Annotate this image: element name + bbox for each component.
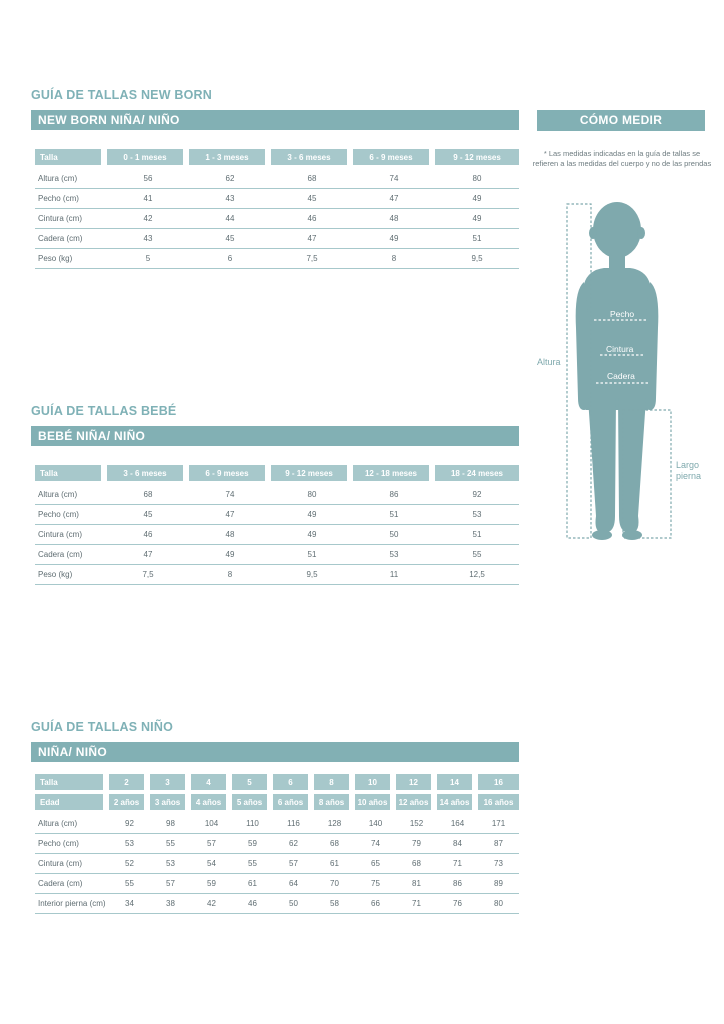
table-row-cintura-cm bbox=[35, 209, 519, 229]
value-cell: 68 bbox=[271, 169, 353, 189]
value-cell: 8 bbox=[189, 565, 271, 585]
value-cell: 171 bbox=[478, 814, 519, 834]
value-cell: 38 bbox=[150, 894, 191, 914]
value-cell: 48 bbox=[189, 525, 271, 545]
value-cell: 86 bbox=[353, 485, 435, 505]
table-row-cadera-cm bbox=[35, 874, 519, 894]
header-cell: 0 - 1 meses bbox=[107, 149, 189, 169]
value-cell: 66 bbox=[355, 894, 396, 914]
value-cell: 152 bbox=[396, 814, 437, 834]
table-row-cadera-cm bbox=[35, 545, 519, 565]
header-cell: 8 años bbox=[314, 794, 355, 814]
value-cell: 46 bbox=[107, 525, 189, 545]
value-cell: 49 bbox=[189, 545, 271, 565]
table-row-pecho-cm bbox=[35, 505, 519, 525]
value-cell: 80 bbox=[478, 894, 519, 914]
pecho-label: Pecho bbox=[610, 309, 635, 319]
header-cell: 9 - 12 meses bbox=[435, 149, 519, 169]
row-label-cell: Cintura (cm) bbox=[35, 209, 107, 229]
table-row-pecho-cm bbox=[35, 189, 519, 209]
bebe-banner: BEBÉ NIÑA/ NIÑO bbox=[31, 426, 519, 446]
table-row-cintura-cm bbox=[35, 525, 519, 545]
newborn-banner: NEW BORN NIÑA/ NIÑO bbox=[31, 110, 519, 130]
row-label-cell: Altura (cm) bbox=[35, 814, 109, 834]
header-cell: 6 años bbox=[273, 794, 314, 814]
value-cell: 53 bbox=[435, 505, 519, 525]
header-label-cell: Edad bbox=[35, 794, 109, 814]
header-cell: 16 bbox=[478, 774, 519, 794]
value-cell: 51 bbox=[435, 229, 519, 249]
value-cell: 70 bbox=[314, 874, 355, 894]
value-cell: 86 bbox=[437, 874, 478, 894]
value-cell: 42 bbox=[107, 209, 189, 229]
header-cell: 2 años bbox=[109, 794, 150, 814]
value-cell: 68 bbox=[314, 834, 355, 854]
value-cell: 140 bbox=[355, 814, 396, 834]
value-cell: 46 bbox=[232, 894, 273, 914]
value-cell: 75 bbox=[355, 874, 396, 894]
value-cell: 54 bbox=[191, 854, 232, 874]
value-cell: 68 bbox=[107, 485, 189, 505]
altura-label: Altura bbox=[537, 357, 561, 367]
value-cell: 98 bbox=[150, 814, 191, 834]
nino-banner: NIÑA/ NIÑO bbox=[31, 742, 519, 762]
header-cell: 9 - 12 meses bbox=[271, 465, 353, 485]
value-cell: 64 bbox=[273, 874, 314, 894]
value-cell: 45 bbox=[271, 189, 353, 209]
header-cell: 5 bbox=[232, 774, 273, 794]
header-label-cell: Talla bbox=[35, 774, 109, 794]
value-cell: 47 bbox=[353, 189, 435, 209]
row-label-cell: Cadera (cm) bbox=[35, 229, 107, 249]
value-cell: 5 bbox=[107, 249, 189, 269]
value-cell: 7,5 bbox=[107, 565, 189, 585]
header-row bbox=[35, 465, 519, 485]
header-cell: 4 años bbox=[191, 794, 232, 814]
value-cell: 74 bbox=[353, 169, 435, 189]
row-label-cell: Peso (kg) bbox=[35, 249, 107, 269]
row-label-cell: Cintura (cm) bbox=[35, 854, 109, 874]
value-cell: 50 bbox=[353, 525, 435, 545]
header-cell: 6 - 9 meses bbox=[353, 149, 435, 169]
table-row-interior-pierna-cm bbox=[35, 894, 519, 914]
header-cell: 12 bbox=[396, 774, 437, 794]
value-cell: 48 bbox=[353, 209, 435, 229]
value-cell: 47 bbox=[271, 229, 353, 249]
value-cell: 116 bbox=[273, 814, 314, 834]
header-cell: 2 bbox=[109, 774, 150, 794]
value-cell: 87 bbox=[478, 834, 519, 854]
header-label-cell: Talla bbox=[35, 465, 107, 485]
header-cell: 8 bbox=[314, 774, 355, 794]
value-cell: 44 bbox=[189, 209, 271, 229]
nino-size-table bbox=[35, 774, 519, 914]
value-cell: 51 bbox=[435, 525, 519, 545]
value-cell: 43 bbox=[189, 189, 271, 209]
header-label-cell: Talla bbox=[35, 149, 107, 169]
cadera-label: Cadera bbox=[607, 371, 635, 381]
table-row-altura-cm bbox=[35, 169, 519, 189]
value-cell: 51 bbox=[271, 545, 353, 565]
value-cell: 49 bbox=[435, 209, 519, 229]
bebe-section-title: GUÍA DE TALLAS BEBÉ bbox=[31, 404, 177, 418]
header-cell: 18 - 24 meses bbox=[435, 465, 519, 485]
value-cell: 45 bbox=[107, 505, 189, 525]
header-cell: 6 - 9 meses bbox=[189, 465, 271, 485]
value-cell: 58 bbox=[314, 894, 355, 914]
value-cell: 53 bbox=[109, 834, 150, 854]
table-row-pecho-cm bbox=[35, 834, 519, 854]
how-to-measure-banner: CÓMO MEDIR bbox=[537, 110, 705, 131]
value-cell: 51 bbox=[353, 505, 435, 525]
value-cell: 164 bbox=[437, 814, 478, 834]
header-cell: 3 - 6 meses bbox=[107, 465, 189, 485]
value-cell: 84 bbox=[437, 834, 478, 854]
header-cell: 14 bbox=[437, 774, 478, 794]
value-cell: 11 bbox=[353, 565, 435, 585]
value-cell: 57 bbox=[150, 874, 191, 894]
table-row-cadera-cm bbox=[35, 229, 519, 249]
value-cell: 62 bbox=[273, 834, 314, 854]
value-cell: 46 bbox=[271, 209, 353, 229]
header-cell: 1 - 3 meses bbox=[189, 149, 271, 169]
value-cell: 104 bbox=[191, 814, 232, 834]
value-cell: 49 bbox=[435, 189, 519, 209]
value-cell: 50 bbox=[273, 894, 314, 914]
table-row-peso-kg bbox=[35, 565, 519, 585]
header-cell: 3 bbox=[150, 774, 191, 794]
row-label-cell: Peso (kg) bbox=[35, 565, 107, 585]
value-cell: 47 bbox=[189, 505, 271, 525]
header-row bbox=[35, 149, 519, 169]
value-cell: 9,5 bbox=[435, 249, 519, 269]
value-cell: 8 bbox=[353, 249, 435, 269]
value-cell: 73 bbox=[478, 854, 519, 874]
value-cell: 80 bbox=[435, 169, 519, 189]
value-cell: 55 bbox=[232, 854, 273, 874]
row-label-cell: Cintura (cm) bbox=[35, 525, 107, 545]
value-cell: 110 bbox=[232, 814, 273, 834]
value-cell: 71 bbox=[437, 854, 478, 874]
value-cell: 6 bbox=[189, 249, 271, 269]
newborn-size-table bbox=[35, 149, 519, 269]
table-row-altura-cm bbox=[35, 814, 519, 834]
header-cell: 5 años bbox=[232, 794, 273, 814]
value-cell: 57 bbox=[191, 834, 232, 854]
value-cell: 43 bbox=[107, 229, 189, 249]
value-cell: 59 bbox=[191, 874, 232, 894]
header-cell: 3 años bbox=[150, 794, 191, 814]
value-cell: 9,5 bbox=[271, 565, 353, 585]
value-cell: 47 bbox=[107, 545, 189, 565]
row-label-cell: Pecho (cm) bbox=[35, 505, 107, 525]
largo-pierna-label: Largo pierna bbox=[676, 460, 702, 481]
value-cell: 79 bbox=[396, 834, 437, 854]
value-cell: 53 bbox=[353, 545, 435, 565]
bebe-size-table bbox=[35, 465, 519, 585]
row-label-cell: Cadera (cm) bbox=[35, 874, 109, 894]
header-cell: 6 bbox=[273, 774, 314, 794]
value-cell: 55 bbox=[150, 834, 191, 854]
value-cell: 55 bbox=[435, 545, 519, 565]
table-row-altura-cm bbox=[35, 485, 519, 505]
row-label-cell: Pecho (cm) bbox=[35, 834, 109, 854]
value-cell: 49 bbox=[271, 525, 353, 545]
value-cell: 65 bbox=[355, 854, 396, 874]
value-cell: 45 bbox=[189, 229, 271, 249]
value-cell: 49 bbox=[271, 505, 353, 525]
header-cell: 14 años bbox=[437, 794, 478, 814]
value-cell: 81 bbox=[396, 874, 437, 894]
value-cell: 76 bbox=[437, 894, 478, 914]
cintura-label: Cintura bbox=[606, 344, 634, 354]
value-cell: 92 bbox=[435, 485, 519, 505]
value-cell: 52 bbox=[109, 854, 150, 874]
header-cell: 10 años bbox=[355, 794, 396, 814]
value-cell: 59 bbox=[232, 834, 273, 854]
value-cell: 57 bbox=[273, 854, 314, 874]
nino-section-title: GUÍA DE TALLAS NIÑO bbox=[31, 720, 173, 734]
header-cell: 3 - 6 meses bbox=[271, 149, 353, 169]
value-cell: 7,5 bbox=[271, 249, 353, 269]
header-cell: 12 - 18 meses bbox=[353, 465, 435, 485]
value-cell: 61 bbox=[232, 874, 273, 894]
value-cell: 53 bbox=[150, 854, 191, 874]
value-cell: 89 bbox=[478, 874, 519, 894]
header-row bbox=[35, 774, 519, 794]
value-cell: 74 bbox=[355, 834, 396, 854]
row-label-cell: Interior pierna (cm) bbox=[35, 894, 109, 914]
value-cell: 42 bbox=[191, 894, 232, 914]
value-cell: 56 bbox=[107, 169, 189, 189]
newborn-section-title: GUÍA DE TALLAS NEW BORN bbox=[31, 88, 212, 102]
header-cell: 4 bbox=[191, 774, 232, 794]
table-row-cintura-cm bbox=[35, 854, 519, 874]
header-row bbox=[35, 794, 519, 814]
table-row-peso-kg bbox=[35, 249, 519, 269]
row-label-cell: Cadera (cm) bbox=[35, 545, 107, 565]
value-cell: 34 bbox=[109, 894, 150, 914]
row-label-cell: Pecho (cm) bbox=[35, 189, 107, 209]
row-label-cell: Altura (cm) bbox=[35, 169, 107, 189]
row-label-cell: Altura (cm) bbox=[35, 485, 107, 505]
value-cell: 41 bbox=[107, 189, 189, 209]
header-cell: 10 bbox=[355, 774, 396, 794]
value-cell: 62 bbox=[189, 169, 271, 189]
measurement-note: * Las medidas indicadas en la guía de tallas se refieren a las medidas del cuerpo y no de las prendas bbox=[532, 149, 712, 168]
value-cell: 61 bbox=[314, 854, 355, 874]
header-cell: 12 años bbox=[396, 794, 437, 814]
value-cell: 80 bbox=[271, 485, 353, 505]
value-cell: 49 bbox=[353, 229, 435, 249]
value-cell: 68 bbox=[396, 854, 437, 874]
header-cell: 16 años bbox=[478, 794, 519, 814]
value-cell: 128 bbox=[314, 814, 355, 834]
value-cell: 92 bbox=[109, 814, 150, 834]
value-cell: 12,5 bbox=[435, 565, 519, 585]
value-cell: 55 bbox=[109, 874, 150, 894]
value-cell: 71 bbox=[396, 894, 437, 914]
value-cell: 74 bbox=[189, 485, 271, 505]
